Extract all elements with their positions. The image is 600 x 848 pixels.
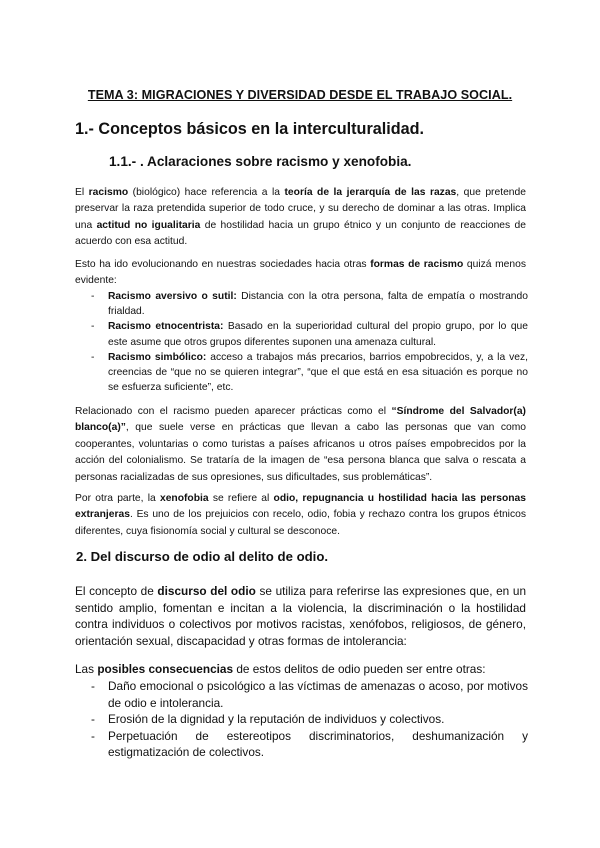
paragraph-formas-racismo (75, 257, 526, 290)
list-item-text: Distancia con la otra persona, falta de empatía o mostrando frialdad. (108, 291, 528, 318)
list-item (75, 319, 528, 349)
bold-term: formas de racismo (370, 259, 464, 270)
bold-term: racismo (88, 187, 129, 198)
list-item (75, 728, 528, 761)
list-dash: - (91, 712, 95, 727)
text-run: Esto ha ido evolucionando en nuestras sociedades hacia otras (75, 259, 371, 270)
bold-term: Racismo simbólico: (108, 351, 207, 363)
section-heading-2: 2. Del discurso de odio al delito de odio. (76, 549, 329, 564)
text-run: se refiere al (208, 493, 274, 504)
list-dash: - (91, 351, 95, 363)
text-run: Las (75, 662, 98, 676)
text-run: . Es uno de los prejuicios con recelo, odio, fobia y rechazo contra los grupos étnicos diferentes, cuya fisionomía social y cultural se desconoce. (75, 509, 526, 537)
document-title: TEMA 3: MIGRACIONES Y DIVERSIDAD DESDE EL TRABAJO SOCIAL. (87, 88, 513, 102)
list-dash: - (91, 728, 95, 743)
bold-term: posibles consecuencias (97, 662, 234, 676)
list-item (75, 289, 528, 319)
paragraph-discurso-odio (75, 583, 526, 649)
bold-term: “Síndrome del Salvador(a) blanco(a)” (75, 406, 526, 434)
bold-term: xenofobia (159, 493, 209, 504)
text-run: Relacionado con el racismo pueden aparecer prácticas como el (75, 406, 392, 417)
list-dash: - (91, 291, 95, 302)
bold-term: Racismo etnocentrista: (108, 321, 224, 333)
paragraph-xenofobia (75, 491, 526, 540)
list-item-text: Erosión de la dignidad y la reputación de individuos y colectivos. (108, 712, 445, 727)
section-heading-1: 1.- Conceptos básicos en la interculturalidad. (75, 120, 425, 138)
text-run: , que pretende preservar la raza pretendida superior de todo cruce, y su derecho de dominar a las otras. Implica una (75, 187, 526, 231)
text-run: (biológico) hace referencia a la (128, 187, 285, 198)
paragraph-consecuencias (75, 661, 526, 678)
bold-term: teoría de la jerarquía de las razas (284, 187, 457, 198)
list-item-text: Daño emocional o psicológico a las víctimas de amenazas o acoso, por motivos de odio e intolerancia. (108, 679, 528, 710)
text-run: Por otra parte, la (75, 493, 160, 504)
list-item (75, 678, 528, 711)
text-run: de estos delitos de odio pueden ser entre otras: (233, 662, 486, 676)
list-item-text: Perpetuación de estereotipos discriminatorios, deshumanización y estigmatización de colectivos. (108, 728, 528, 760)
text-run: quizá menos evidente: (75, 259, 526, 287)
paragraph-sindrome-salvador (75, 404, 526, 486)
list-item (75, 350, 528, 396)
consequences-list (75, 678, 528, 761)
bold-term: discurso del odio (157, 584, 256, 598)
text-run: se utiliza para referirse las expresiones que, en un sentido amplio, fomentan e incitan a la violencia, la discriminación o la hostilidad contra individuos o colectivos por motivos racistas, xenófobos, religiosos, de género, orientación sexual, discapacidad y otras formas de intolerancia: (75, 584, 527, 648)
text-run: El (75, 187, 89, 198)
subsection-heading-1-1: 1.1.- . Aclaraciones sobre racismo y xenofobia. (109, 154, 412, 169)
bold-term: Racismo aversivo o sutil: (108, 291, 237, 302)
list-dash: - (91, 321, 95, 333)
list-item-text: Basado en la superioridad cultural del propio grupo, por lo que este asume que otros grupos diferentes suponen una amenaza cultural. (108, 321, 528, 348)
bold-term: actitud no igualitaria (96, 219, 201, 231)
paragraph-racismo (75, 185, 526, 251)
list-item (75, 711, 528, 728)
text-run: de hostilidad hacia un grupo étnico y un conjunto de reacciones de acuerdo con esa actitud. (75, 219, 527, 248)
list-item-text: acceso a trabajos más precarios, barrios empobrecidos, y, a la vez, creencias de “que no se quieren integrar”, “que el que está en esa situación es porque no se esfuerza suficiente”, etc. (108, 351, 528, 394)
text-run: , que suele verse en prácticas que llevan a cabo las personas que van como cooperantes, voluntarias o como turistas a países africanos u otros países empobrecidos por la acción del colonialismo. Se trataría de la imagen de “esa persona blanca que salva o rescata a personas racializadas de sus opresiones, sus dificultades, sus problemáticas”. (75, 422, 526, 483)
list-dash: - (91, 679, 95, 693)
text-run: El concepto de (75, 584, 158, 598)
bold-term: odio, repugnancia u hostilidad hacia las personas extranjeras (75, 493, 526, 521)
racism-types-list (75, 289, 528, 395)
